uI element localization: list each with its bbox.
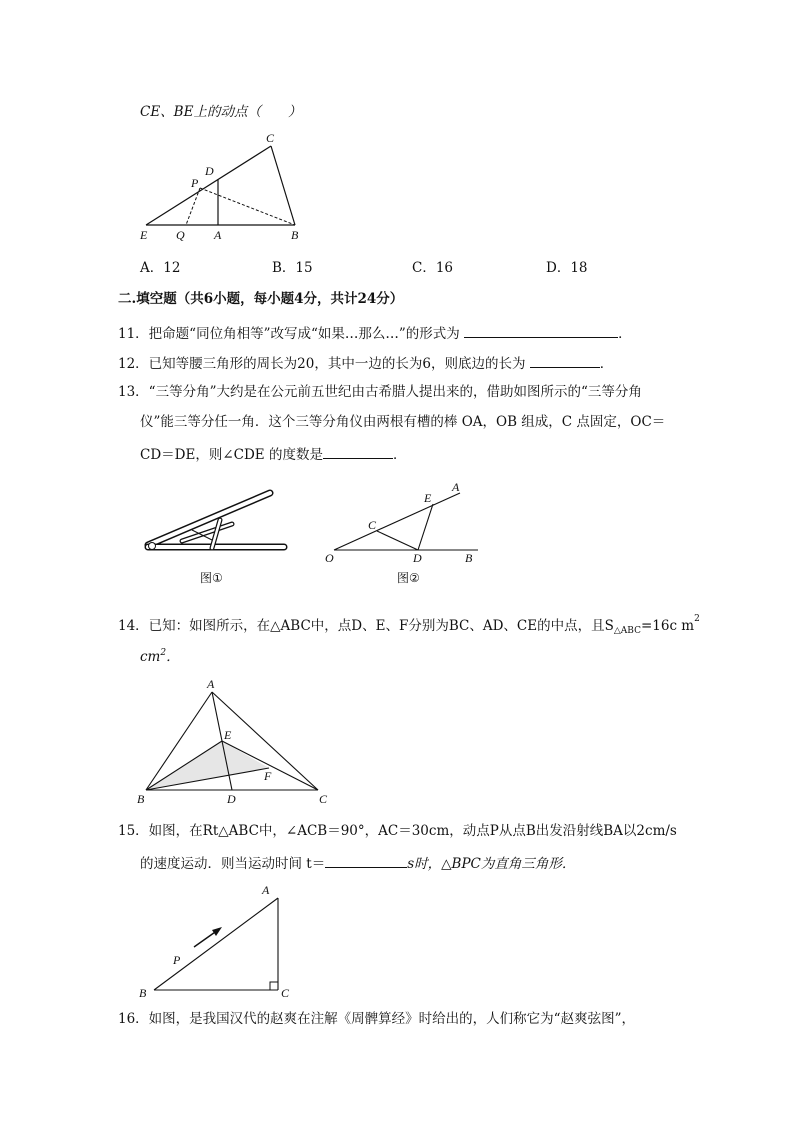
q15-line1: 15．如图，在Rt△ABC中，∠ACB＝90°，AC＝30cm，动点P从点B出发沿射线BA以2cm/s [118, 823, 677, 839]
q14-line1: 14．已知：如图所示，在△ABC中，点D、E、F分别为BC、AD、CE的中点，且$S_{\triangle ABC}=16c$ $m^2$ [118, 614, 700, 636]
q13-label-O: O [325, 551, 334, 565]
q12-text: 12．已知等腰三角形的周长为20，其中一边的长为6，则底边的长为 ． [118, 353, 613, 373]
q10-label-A: A [214, 228, 222, 242]
q15-line2: 的速度运动．则当运动时间 t＝ s时，△BPC为直角三角形． [140, 853, 575, 873]
q13-line2: 仪”能三等分任一角．这个三等分角仪由两根有槽的棒 OA，OB 组成，C 点固定，OC＝ [140, 414, 666, 430]
q13-label-B: B [465, 551, 473, 565]
q14-line2: $cm^2$． [140, 648, 180, 665]
q13-label-D: D [413, 551, 422, 565]
q14-label-E: E [224, 728, 232, 742]
q15-right-angle-mark [270, 982, 278, 990]
q10-label-P: P [191, 176, 199, 190]
q10-option-c: C．16 [412, 260, 454, 276]
q16-text: 16．如图，是我国汉代的赵爽在注解《周髀算经》时给出的，人们称它为“赵爽弦图”， [118, 1011, 635, 1027]
q10-label-C: C [266, 131, 275, 145]
q13-line3: CD＝DE，则∠CDE 的度数是 ． [140, 444, 406, 464]
q10-label-E: E [140, 228, 148, 242]
q10-option-a: A．12 [140, 260, 181, 276]
q14-label-C: C [319, 792, 328, 806]
q15-label-B: B [139, 986, 147, 1000]
q14-label-B: B [137, 792, 145, 806]
q15-label-P: P [173, 953, 181, 967]
q13-fig2-caption: 图② [397, 571, 420, 585]
q13-line1: 13．“三等分角”大约是在公元前五世纪由古希腊人提出来的，借助如图所示的“三等分角 [118, 384, 642, 400]
q10-label-Q: Q [176, 228, 185, 242]
q14-label-F: F [264, 769, 272, 783]
q10-label-B: B [291, 228, 299, 242]
q10-label-D: D [205, 164, 214, 178]
q13-label-E: E [424, 491, 432, 505]
q15-label-A: A [262, 883, 270, 897]
q15-seg-BA [154, 898, 278, 990]
q14-label-D: D [227, 792, 236, 806]
q13-label-C: C [368, 518, 377, 532]
section-title: 二.填空题（共6小题，每小题4分，共计24分） [118, 291, 404, 307]
q10-option-d: D．18 [546, 260, 588, 276]
q15-arrow-head [212, 927, 222, 936]
q10-option-b: B．15 [272, 260, 313, 276]
q15-label-C: C [281, 986, 290, 1000]
q13-fig1-caption: 图① [200, 571, 223, 585]
q10-stem-tail: CE、BE上的动点（ ） [140, 104, 302, 120]
q14-label-A: A [207, 677, 215, 691]
q13-label-A: A [452, 480, 460, 494]
q11-text: 11．把命题“同位角相等”改写成“如果…那么…”的形式为 ． [118, 323, 632, 343]
